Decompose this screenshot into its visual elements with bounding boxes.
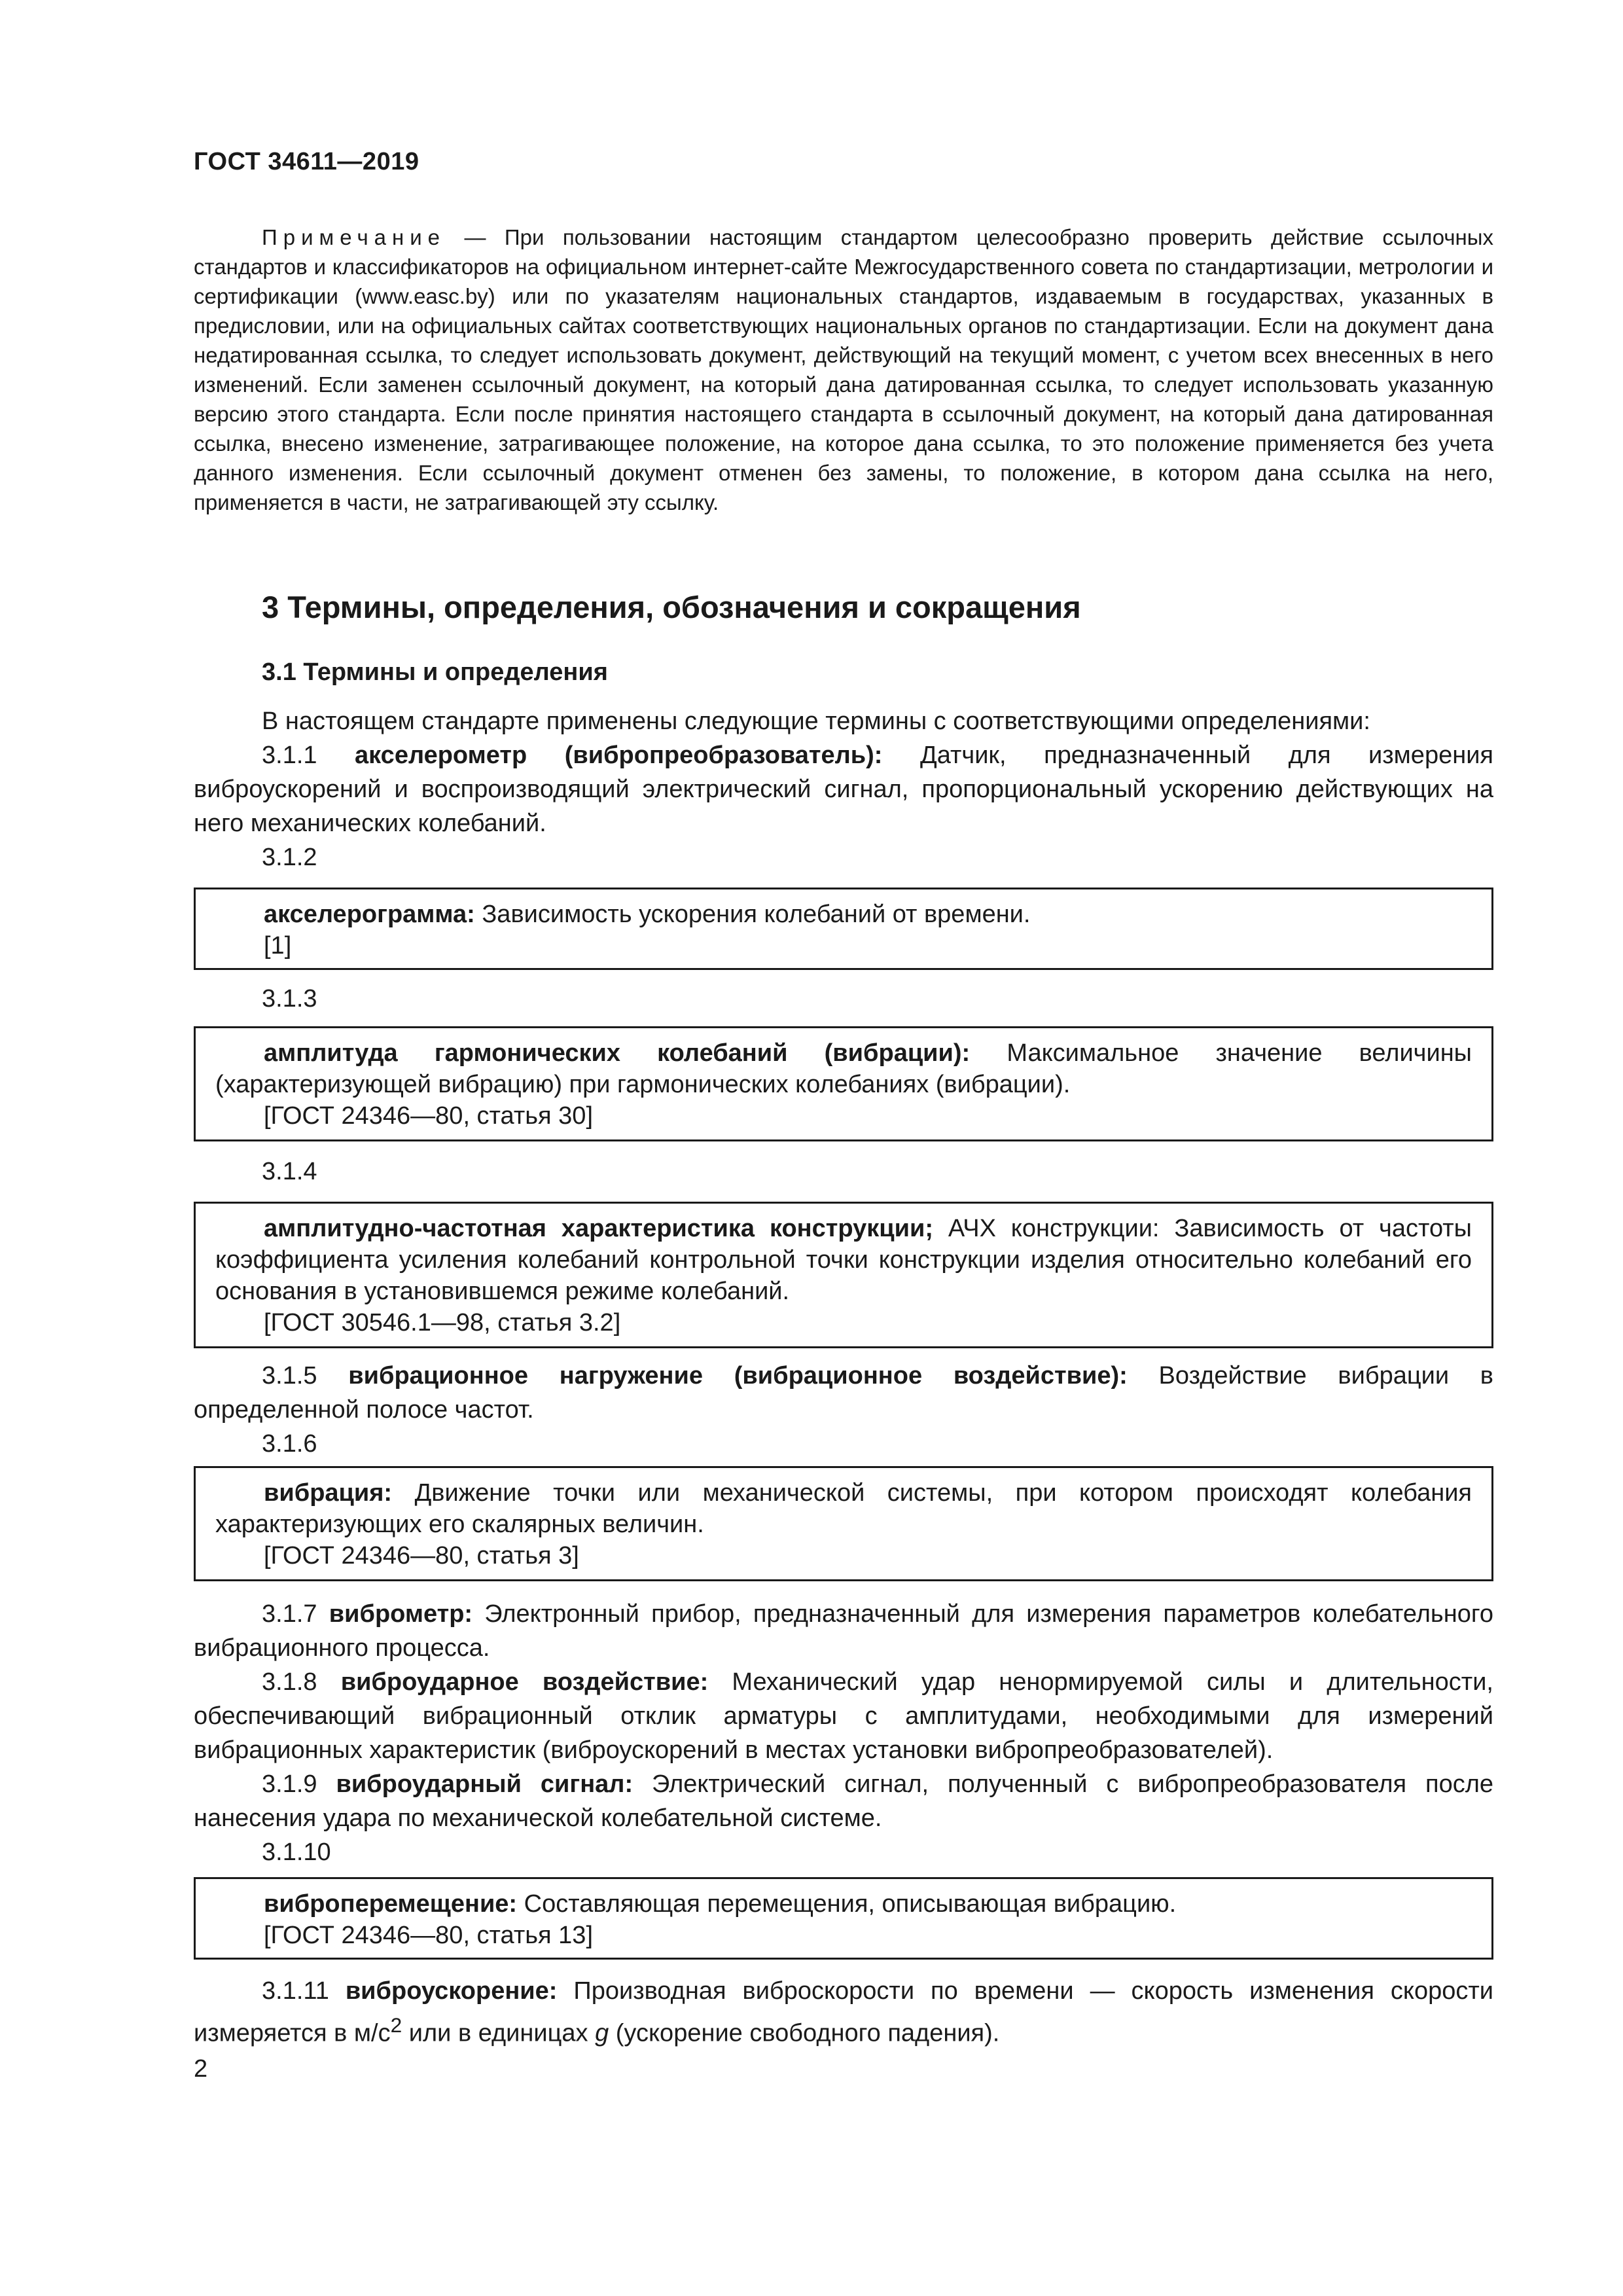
term-3-1-3 [215,1037,1472,1100]
term-name: амплитудно-частотная характеристика конструкции; [264,1215,933,1242]
term-definition: Датчик, предназначенный для измерения виброускорений и воспроизводящий электрический сигнал, пропорциональный ускорению действующих на него механических колебаний. [194,742,1493,837]
term-3-1-10 [215,1888,1472,1920]
term-source: [ГОСТ 24346—80, статья 3] [264,1542,579,1570]
note-label: Примечание [262,225,446,249]
term-number: 3.1.1 [262,742,317,769]
term-3-1-1 [194,738,1493,840]
term-number: 3.1.10 [262,1839,331,1866]
unit-exponent: 2 [390,2013,402,2037]
unit-symbol: g [595,2019,609,2047]
term-3-1-4 [215,1213,1472,1307]
term-source: [1] [264,932,292,960]
term-definition: Движение точки или механической системы, при котором происходят колебания характеризующих его скалярных величин. [215,1479,1472,1538]
term-definition: Воздействие вибрации в определенной полосе частот. [194,1362,1493,1424]
term-source: [ГОСТ 24346—80, статья 30] [264,1102,593,1130]
document-header: ГОСТ 34611—2019 [194,148,419,175]
term-definition: Производная виброскорости по времени — скорость изменения скорости измеряется в м/с [194,1977,1494,2047]
term-name: акселерометр (вибропреобразователь): [355,742,883,769]
term-name: виброперемещение: [264,1890,518,1918]
term-3-1-8 [194,1665,1493,1767]
term-3-1-5 [194,1359,1493,1427]
term-name: амплитуда гармонических колебаний (вибрации): [264,1039,971,1067]
term-number: 3.1.7 [262,1600,317,1628]
term-name: вибрационное нагружение (вибрационное воздействие): [348,1362,1128,1390]
term-definition: Составляющая перемещения, описывающая вибрацию. [517,1890,1177,1918]
term-definition: Максимальное значение величины (характеризующей вибрацию) при гармонических колебаниях (вибрации). [215,1039,1472,1098]
term-number: 3.1.11 [262,1977,329,2005]
term-number: 3.1.6 [262,1430,317,1458]
page-number: 2 [194,2055,208,2083]
term-3-1-7 [194,1597,1493,1665]
note-paragraph [194,223,1493,517]
term-definition: Электронный прибор, предназначенный для измерения параметров колебательного вибрационного процесса. [194,1600,1493,1662]
term-name: виброударное воздействие: [340,1668,709,1696]
term-number: 3.1.2 [262,844,317,871]
term-definition: Зависимость ускорения колебаний от времени. [474,901,1031,928]
term-definition-end: (ускорение свободного падения). [609,2019,1000,2047]
term-definition-cont: или в единицах [402,2019,596,2047]
term-box-3-1-6 [194,1466,1493,1581]
term-name: акселерограмма: [264,901,475,928]
term-box-3-1-3 [194,1026,1493,1141]
term-box-3-1-4 [194,1202,1493,1348]
term-box-3-1-10 [194,1877,1493,1960]
term-definition: Электрический сигнал, полученный с вибропреобразователя после нанесения удара по механической колебательной системе. [194,1770,1494,1832]
term-number: 3.1.3 [262,985,317,1013]
note-text: — При пользовании настоящим стандартом целесообразно проверить действие ссылочных стандартов и классификаторов на официальном интернет-сайте Межгосударственного совета по стандартизации, метрологии и сертификации (www.easc.by) или по указателям национальных стандартов, издаваемым в государствах, указанных в предисловии, или на официальных сайтах соответствующих национальных органов по стандартизации. Если на документ дана недатированная ссылка, то следует использовать документ, действующий на текущий момент, с учетом всех внесенных в него изменений. Если заменен ссылочный документ, на который дана датированная ссылка, то следует использовать указанную версию этого стандарта. Если после принятия настоящего стандарта в ссылочный документ, на который дана датированная ссылка, внесено изменение, затрагивающее положение, на которое дана ссылка, то это положение применяется без учета данного изменения. Если ссылочный документ отменен без замены, то положение, в котором дана ссылка на него, применяется в части, не затрагивающей эту ссылку. [194,225,1493,514]
term-3-1-9 [194,1767,1493,1835]
term-name: виброметр: [329,1600,473,1628]
term-3-1-11 [194,1974,1493,2051]
intro-paragraph: В настоящем стандарте применены следующие термины с соответствующими определениями: [262,708,1370,735]
subsection-title: 3.1 Термины и определения [262,658,608,686]
term-definition: АЧХ конструкции: Зависимость от частоты коэффициента усиления колебаний контрольной точки конструкции изделия относительно колебаний его основания в установившемся режиме колебаний. [215,1215,1472,1305]
term-box-3-1-2 [194,888,1493,970]
section-title: 3 Термины, определения, обозначения и сокращения [262,590,1081,624]
term-number: 3.1.9 [262,1770,317,1798]
term-source: [ГОСТ 30546.1—98, статья 3.2] [264,1309,621,1336]
term-number: 3.1.8 [262,1668,317,1696]
term-3-1-6 [215,1477,1472,1540]
term-name: вибрация: [264,1479,393,1507]
term-source: [ГОСТ 24346—80, статья 13] [264,1922,593,1949]
term-name: виброударный сигнал: [336,1770,633,1798]
term-name: виброускорение: [345,1977,558,2005]
term-number: 3.1.4 [262,1158,317,1185]
term-definition: Механический удар ненормируемой силы и длительности, обеспечивающий вибрационный отклик арматуры с амплитудами, необходимыми для измерений вибрационных характеристик (виброускорений в местах установки вибропреобразователей). [194,1668,1493,1764]
term-number: 3.1.5 [262,1362,317,1390]
term-3-1-2 [215,899,1472,930]
